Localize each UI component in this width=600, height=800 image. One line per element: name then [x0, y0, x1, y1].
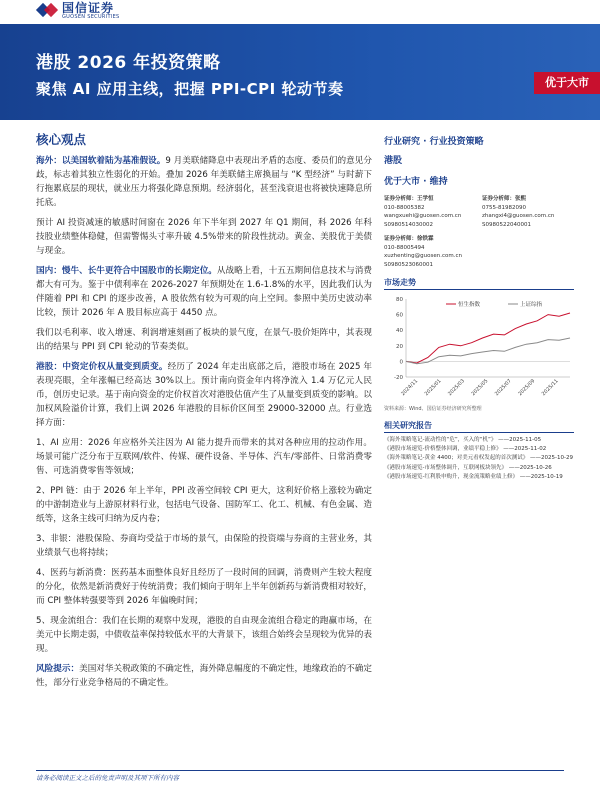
y-tick-label: 0 — [399, 359, 403, 366]
report-link[interactable]: 《港股市场速览-价格整体回调，业绩平稳上修》 ——2025-11-02 — [384, 446, 547, 453]
disclaimer-footer: 请务必阅读正文之后的免责声明及其项下所有内容 — [36, 774, 179, 782]
paragraph-highlight: 港股：中资定价权从量变到质变。 — [36, 362, 168, 372]
analyst-cert: S0980514030002 — [384, 221, 433, 228]
x-tick-label: 2025/05 — [470, 378, 490, 398]
brand-name-cn: 国信证券 — [62, 1, 115, 15]
analyst-email[interactable]: xuzhenting@guosen.com.cn — [384, 253, 462, 259]
legend-label: 上证综指 — [520, 302, 543, 308]
y-tick-label: 80 — [396, 297, 403, 303]
paragraph-body: 经历了 2024 年走出底部之后，港股市场在 2025 年表现亮眼，全年涨幅已经高达 30%以上。预计南向资金年内将净流入 1.4 万亿元人民币，创历史记录。基于南向资金的定价权首次对港股估值产生了从量变到质变的影响。以加权风险溢价计算，我们上调 2026 年港股的目标价区间至 29000-32000 点。行业选择方面： — [36, 362, 372, 428]
paragraph-hk-stocks — [36, 360, 372, 430]
x-tick-label: 2025/07 — [493, 378, 513, 398]
x-tick-label: 2025/01 — [423, 378, 443, 398]
logo-strip — [0, 0, 600, 24]
x-tick-label: 2024/11 — [400, 378, 420, 398]
x-tick-label: 2025/11 — [540, 378, 560, 398]
paragraph-highlight: 国内：慢牛、长牛更符合中国股市的长期定位。 — [36, 266, 217, 276]
brand-name-en: GUOSEN SECURITIES — [62, 14, 120, 20]
analyst-phone: 010-88005382 — [384, 204, 425, 211]
analyst-card — [384, 195, 476, 229]
analyst-email[interactable]: wangxuehi@guosen.com.cn — [384, 213, 462, 219]
chart-source: 资料来源：Wind、国信证券经济研究所整理 — [384, 406, 482, 412]
analyst-card — [482, 195, 574, 229]
report-subtitle: 聚焦 AI 应用主线，把握 PPI-CPI 轮动节奏 — [36, 80, 344, 98]
list-item: 4、医药与新消费：医药基本面整体良好且经历了一段时间的回调，消费则产生较大程度的分化，依然是新消费好于传统消费；我们倾向于明年上半年创新药与新消费相对较好，而 CPI 整体转强要等到 2026 年偏晚时间； — [36, 568, 372, 606]
risk-body: 美国对华关税政策的不确定性，海外降息幅度的不确定性，地缘政治的不确定性，部分行业竞争格局的不确定性。 — [36, 664, 372, 688]
paragraph-body: 9 月美联储降息中表现出矛盾的态度、委员们的意见分歧，标志着其独立性弱化的开始。叠加 2026 年美联储主席换届与 “K 型经济” 与时薪下行拖累底层的现状，就业压力将强化降息预期。经济弱化，甚至浅衰退也将被快速降息所托底。 — [36, 156, 372, 208]
report-link[interactable]: 《海外策略笔记-流动性的“危”，买入的“机”》 ——2025-11-05 — [384, 437, 542, 443]
report-link[interactable]: 《港股市场速览-市场整体调升，互联网板块领先》 ——2025-10-26 — [384, 464, 552, 471]
paragraph-ai-investment: 预计 AI 投资减速的敏感时间窗在 2026 年下半年到 2027 年 Q1 期间，科 2026 年科技股业绩整体稳健，但需警惕头寸率升破 4.5%带来的阶段性扰动。黄金、美股优于美债与现金。 — [36, 218, 372, 256]
analyst-cert: S0980523060001 — [384, 261, 433, 268]
list-item: 2、PPI 链：由于 2026 年上半年，PPI 改善空间较 CPI 更大，这利好价格上涨较为确定的中游制造业与上游原材料行业，包括电气设备、国防军工、化工、机械、有色金属、造纸等，这条主线可归纳为反内卷； — [36, 486, 372, 524]
brand-logo — [38, 2, 120, 20]
series-line-sse — [406, 338, 570, 364]
chart-heading: 市场走势 — [384, 277, 574, 290]
rating-tag: 优于大市 — [534, 72, 600, 94]
paragraph-sector-matrix: 我们以毛利率、收入增速、利润增速刻画了板块的景气度，在景气-股价矩阵中，其表现出的结果与 PPI 到 CPI 轮动的节奏类似。 — [36, 328, 372, 352]
core-views-heading: 核心观点 — [36, 132, 87, 147]
analyst-phone: 010-88005494 — [384, 244, 425, 251]
x-tick-label: 2025/09 — [517, 378, 537, 398]
legend-label: 恒生指数 — [458, 302, 481, 308]
related-reports — [384, 436, 574, 481]
analyst-list — [384, 195, 574, 269]
investment-rating: 优于大市 · 维持 — [384, 177, 448, 187]
chart-svg — [384, 293, 574, 403]
footer-divider — [36, 770, 564, 771]
list-item: 3、非银：港股保险、券商均受益于市场的景气，由保险的投资端与券商的主营业务，其业绩景气也将持续； — [36, 534, 372, 558]
reports-heading: 相关研究报告 — [384, 420, 574, 433]
paragraph-domestic — [36, 264, 372, 320]
title-banner — [0, 24, 600, 120]
report-link[interactable]: 《港股市场速览-红利股申购升，现金流策略业绩上修》 ——2025-10-19 — [384, 473, 563, 480]
paragraph-overseas — [36, 154, 372, 210]
analyst-cert: S0980522040001 — [482, 221, 531, 228]
y-tick-label: 20 — [396, 343, 403, 350]
paragraph-highlight: 海外：以美国软着陆为基准假设。 — [36, 156, 166, 166]
x-tick-label: 2025/03 — [447, 378, 466, 398]
paragraph-body: 从战略上看，十五五期间信息技术与消费都大有可为。鉴于中债利率在 2026-2027 年预期处在 1.6-1.8%的水平，因此我们认为伴随着 PPI 和 CPI 的逐步改善，A 股依然有较为可观的向上空间。参照中美历史波动率比较，预计 2026 年 A 股目标应高于 4450 点。 — [36, 266, 372, 318]
risk-label: 风险提示： — [36, 664, 80, 674]
list-item: 1、AI 应用：2026 年应格外关注因为 AI 能力提升而带来的其对各种应用的拉动作用。场景可能广泛分布于互联网/软件、传媒、硬件设备、半导体、汽车/零部件、日常消费零售、可选消费零售等领域； — [36, 438, 372, 476]
market-label: 港股 — [384, 156, 403, 166]
report-type: 行业研究 · 行业投资策略 — [384, 137, 484, 147]
report-title: 港股 2026 年投资策略 — [36, 53, 221, 73]
report-link[interactable]: 《海外策略笔记-黄金 4400；对美元看权发起的首次测试》 ——2025-10-29 — [384, 455, 573, 462]
analyst-name: 证券分析师：王学恒 — [384, 196, 434, 202]
market-trend-chart — [384, 293, 574, 403]
series-line-hsi — [406, 313, 570, 363]
analyst-email[interactable]: zhangxi4@guosen.com.cn — [482, 213, 555, 219]
core-views — [36, 130, 372, 696]
sidebar — [384, 134, 574, 482]
y-tick-label: 40 — [396, 328, 403, 335]
analyst-name: 证券分析师：徐铁霖 — [384, 236, 434, 242]
analyst-name: 证券分析师：张熙 — [482, 196, 527, 202]
risk-warning — [36, 662, 372, 690]
list-item: 5、现金流组合：我们在长期的观察中发现，港股的自由现金流组合稳定的跑赢市场，在美元中长期走弱，中债收益率保持较低水平的大背景下，该组合始终会呈现较为优异的表现。 — [36, 616, 372, 654]
y-tick-label: -20 — [394, 375, 403, 381]
analyst-card — [384, 235, 476, 269]
analyst-phone: 0755-81982090 — [482, 204, 526, 211]
brand-mark-icon — [38, 3, 58, 19]
y-tick-label: 60 — [396, 312, 403, 319]
